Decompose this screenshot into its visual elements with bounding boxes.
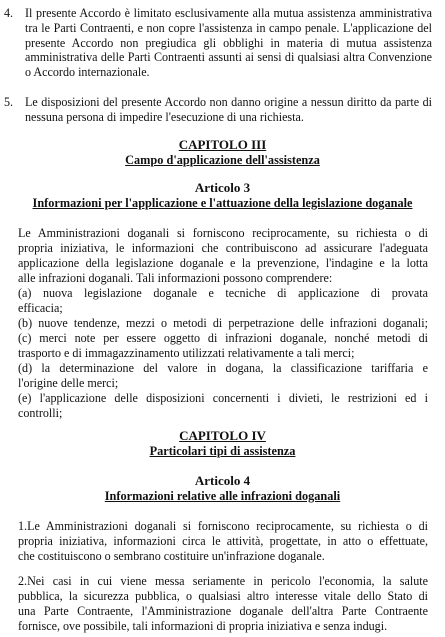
chapter-title: CAPITOLO IV <box>179 428 266 443</box>
text-line: che costituiscono o sembrano costituire un'infrazione doganale. <box>18 549 325 563</box>
item-number: 5. <box>4 95 14 109</box>
text-line: 1.Le Amministrazioni doganali si forniscono reciprocamente, su richiesta o di <box>18 519 428 533</box>
text-line: alle infrazioni doganali. Tali informazioni possono comprendere: <box>18 271 333 285</box>
item-text: Le disposizioni del presente Accordo non danno origine a nessun diritto da parte di nessuna persona di impedire l'esecuzione di una richiesta. <box>25 95 432 124</box>
chapter-title: CAPITOLO III <box>178 137 267 152</box>
text-line: 2.Nei casi in cui viene messa seriamente in pericolo l'economia, la salute <box>18 574 428 588</box>
item-text: Il presente Accordo è limitato esclusivamente alla mutua assistenza amministrativa tra le Parti Contraenti, e non copre l'assistenza in campo penale. L'applicazione del presente Accordo non pregiudica gli obblighi in materia di mutua assistenza amministrativa delle Parti Contraenti assunti ai sensi di qualsiasi altra Convenzione o Accordo internazionale. <box>25 6 432 80</box>
text-line: Le Amministrazioni doganali si forniscono reciprocamente, su richiesta o di <box>18 226 428 240</box>
paragraph-item-5 <box>4 95 432 125</box>
list-item: (c) merci note per essere oggetto di infrazioni doganale, nonché metodi di <box>18 331 428 345</box>
list-item: (e) l'applicazione delle disposizioni concernenti i divieti, le restrizioni ed i <box>18 391 428 405</box>
item-number: 4. <box>4 6 14 20</box>
text-line: controlli; <box>18 406 63 420</box>
chapter-subtitle: Campo d'applicazione dell'assistenza <box>125 153 320 167</box>
article-subtitle: Informazioni relative alle infrazioni doganali <box>104 489 341 503</box>
paragraph-item-4 <box>4 6 432 80</box>
text-line: applicazione della legislazione doganale e la prevenzione, l'indagine e la lotta <box>18 256 428 270</box>
text-line: trasporto e di immagazzinamento utilizzati relativamente a tali merci; <box>18 346 355 360</box>
article-title: Articolo 4 <box>194 473 251 488</box>
text-line: propria iniziativa, informazioni circa le attività, progettate, in atto o effettuate, <box>18 534 428 548</box>
article-subtitle: Informazioni per l'applicazione e l'attuazione della legislazione doganale <box>32 196 413 210</box>
text-line: efficacia; <box>18 301 63 315</box>
list-item: (d) la determinazione del valore in dogana, la classificazione tariffaria e <box>18 361 428 375</box>
text-line: pubblica, la sicurezza pubblica, o qualsiasi altro interesse vitale dello Stato di <box>18 589 428 603</box>
list-item: (b) nuove tendenze, mezzi o metodi di perpetrazione delle infrazioni doganali; <box>18 316 428 330</box>
text-line: l'origine delle merci; <box>18 376 119 390</box>
text-line: fornisce, ove possibile, tali informazioni di propria iniziativa e senza indugi. <box>18 619 388 633</box>
text-line: una Parte Contraente, l'Amministrazione doganale dell'altra Parte Contraente <box>18 604 428 618</box>
list-item: (a) nuova legislazione doganale e tecniche di applicazione di provata <box>18 286 428 300</box>
chapter-subtitle: Particolari tipi di assistenza <box>149 444 296 458</box>
text-line: propria iniziativa, le informazioni che contribuiscono ad assicurare l'adeguata <box>18 241 428 255</box>
article-title: Articolo 3 <box>194 180 251 195</box>
